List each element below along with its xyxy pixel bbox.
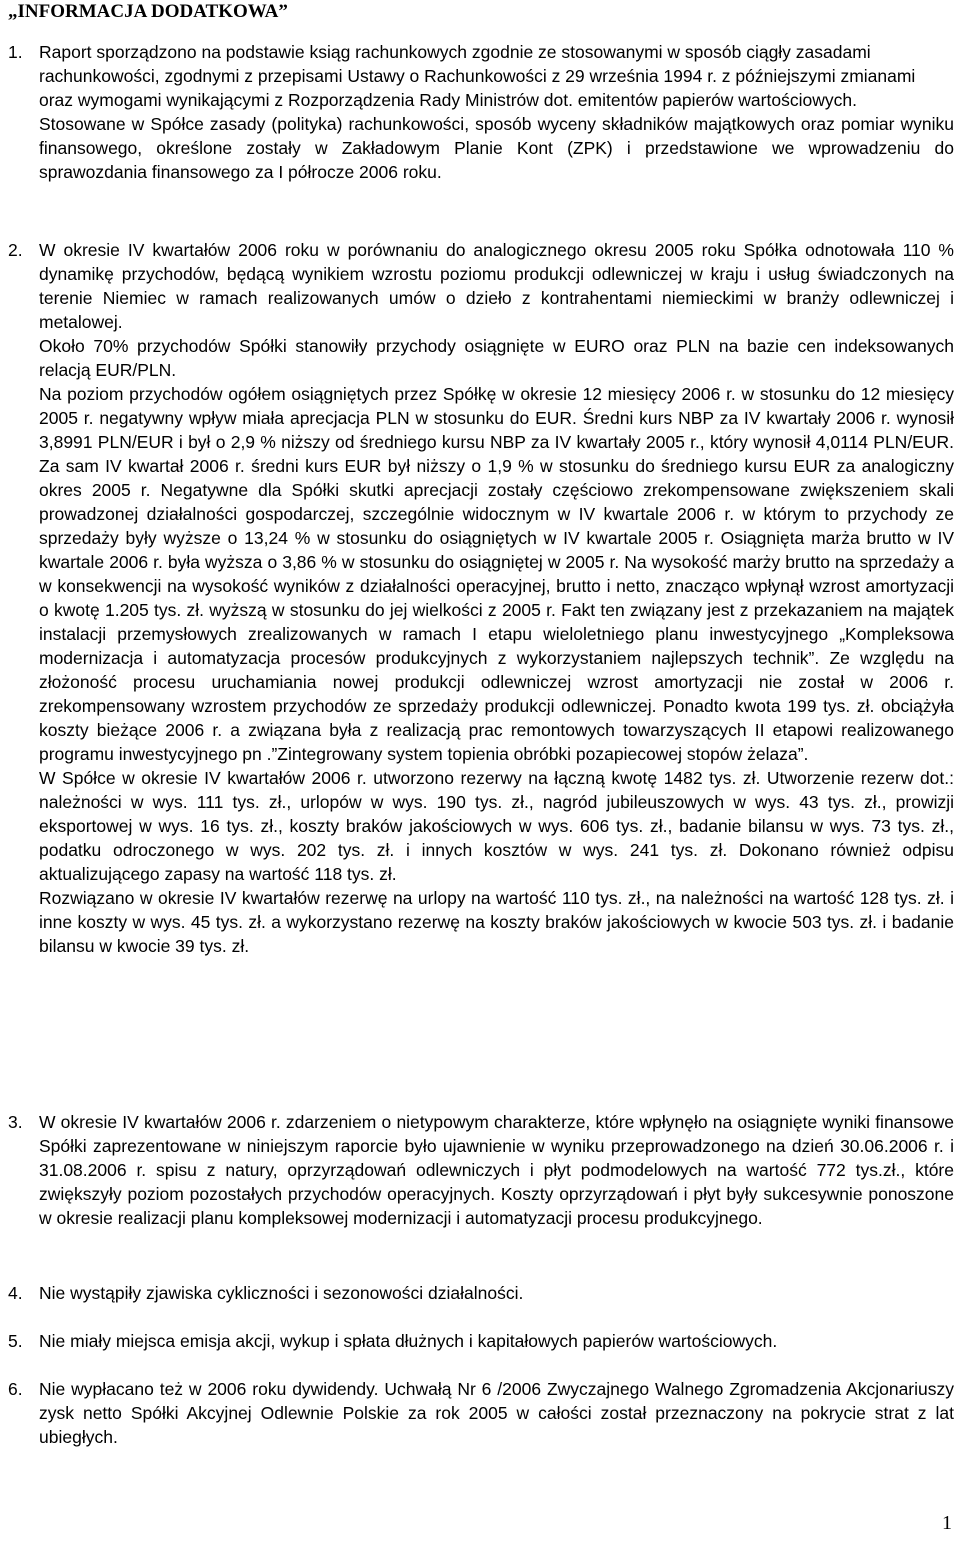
page-number: 1 — [942, 1512, 952, 1534]
list-item-5 — [8, 1329, 954, 1353]
paragraph: W Spółce w okresie IV kwartałów 2006 r. utworzono rezerwy na łączną kwotę 1482 tys. zł. Utworzenie rezerw dot.: należności w wys. 111 tys. zł., urlopów w wys. 190 tys. zł., nagród jubileuszowych w wys. 43 tys. zł., prowizji eksportowej w wys. 16 tys. zł., koszty braków jakościowych w wys. 606 tys. zł., badanie bilansu w wys. 73 tys. zł., podatku odroczonego w wys. 202 tys. zł. i innych kosztów w wys. 241 tys. zł. Dokonano również odpisu aktualizującego zapasy na wartość 118 tys. zł. — [39, 768, 954, 884]
paragraph: Nie miały miejsca emisja akcji, wykup i spłata dłużnych i kapitałowych papierów wartościowych. — [39, 1331, 778, 1351]
paragraph: Na poziom przychodów ogółem osiągniętych przez Spółkę w okresie 12 miesięcy 2006 r. w stosunku do 12 miesięcy 2005 r. negatywny wpływ miała aprecjacja PLN w stosunku do EUR. Średni kurs NBP za IV kwartały 2006 r. wynosił 3,8991 PLN/EUR i był o 2,9 % niższy od średniego kursu NBP za IV kwartały 2005 r., który wynosił 4,0114 PLN/EUR. Za sam IV kwartał 2006 r. średni kurs EUR był niższy o 1,9 % w stosunku do średniego kursu EUR za analogiczny okres 2005 r. Negatywne dla Spółki skutki aprecjacji zostały częściowo zrekompensowane zwiększeniem skali prowadzonej działalności gospodarczej, szczególnie widocznym w IV kwartale 2006 r. w którym to przychody ze sprzedaży były wyższe o 13,24 % w stosunku do osiągniętych w IV kwartale 2005 r. Osiągnięta marża brutto w IV kwartale 2006 r. była wyższa o 3,86 % w stosunku do osiągniętej w 2005 r. Na wysokość marży brutto na sprzedaży a w konsekwencji na wysokość wyników z działalności operacyjnej, brutto i netto, znacząco wpłynął wzrost amortyzacji o kwotę 1.205 tys. zł. wyższą w stosunku do jej wielkości z 2005 r. Fakt ten związany jest z przekazaniem na majątek instalacji przemysłowych zrealizowanych w ramach I etapu wieloletniego planu inwestycyjnego „Kompleksowa modernizacja i automatyzacja procesów produkcyjnych z wykorzystaniem najlepszych technik”. Ze względu na złożoność procesu uruchamiania nowej produkcji odlewniczej wzrost amortyzacji nie został w 2006 r. zrekompensowany wzrostem przychodów ze sprzedaży produkcji odlewniczej. Ponadto kwota 199 tys. zł. obciążyła koszty bieżące 2006 r. a związana była z realizacją prac remontowych towarzyszących II etapowi realizowanego programu inwestycyjnego pn .”Zintegrowany system topienia obróbki pozapiecowej stopów żelaza”. — [39, 384, 954, 764]
item-content — [39, 1377, 954, 1449]
item-number: 1. — [8, 42, 23, 62]
item-content — [39, 40, 954, 184]
paragraph: Nie wypłacano też w 2006 roku dywidendy. Uchwałą Nr 6 /2006 Zwyczajnego Walnego Zgromadzenia Akcjonariuszy zysk netto Spółki Akcyjnej Odlewnie Polskie za rok 2005 w całości został przeznaczony na pokrycie strat z lat ubiegłych. — [39, 1379, 954, 1447]
paragraph: W okresie IV kwartałów 2006 r. zdarzeniem o nietypowym charakterze, które wpłynęło na osiągnięte wyniki finansowe Spółki zaprezentowane w niniejszym raporcie było ujawnienie w wyniku przeprowadzonego na dzień 30.06.2006 r. i 31.08.2006 r. spisu z natury, oprzyrządowań odlewniczych i płyt podmodelowych na wartość 772 tys.zł., które zwiększyły poziom pozostałych przychodów operacyjnych. Koszty oprzyrządowań i płyt były sukcesywnie ponoszone w okresie realizacji planu kompleksowej modernizacji i automatyzacji procesu produkcyjnego. — [39, 1112, 954, 1228]
paragraph: Nie wystąpiły zjawiska cykliczności i sezonowości działalności. — [39, 1283, 524, 1303]
item-number: 5. — [8, 1331, 23, 1351]
document-heading: „INFORMACJA DODATKOWA” — [8, 1, 288, 22]
paragraph: Raport sporządzono na podstawie ksiąg rachunkowych zgodnie ze stosowanymi w sposób ciągły zasadami rachunkowości, zgodnymi z przepisami Ustawy o Rachunkowości z 29 września 1994 r. z późniejszymi zmianami oraz wymogami wynikającymi z Rozporządzenia Rady Ministrów dot. emitentów papierów wartościowych. — [39, 42, 916, 110]
paragraph: Stosowane w Spółce zasady (polityka) rachunkowości, sposób wyceny składników majątkowych oraz pomiar wyniku finansowego, określone zostały w Zakładowym Planie Kont (ZPK) i przedstawione we wprowadzeniu do sprawozdania finansowego za I półrocze 2006 roku. — [39, 114, 954, 182]
paragraph: Rozwiązano w okresie IV kwartałów rezerwę na urlopy na wartość 110 tys. zł., na należności na wartość 128 tys. zł. i inne koszty w wys. 45 tys. zł. a wykorzystano rezerwę na koszty braków jakościowych w kwocie 503 tys. zł. i badanie bilansu w kwocie 39 tys. zł. — [39, 888, 954, 956]
item-number: 6. — [8, 1379, 23, 1399]
item-content — [39, 238, 954, 958]
list-item-4 — [8, 1281, 954, 1305]
item-content — [39, 1281, 954, 1305]
item-content — [39, 1110, 954, 1230]
list-item-6 — [8, 1377, 954, 1449]
list-item-3 — [8, 1110, 954, 1230]
item-number: 4. — [8, 1283, 23, 1303]
item-content — [39, 1329, 954, 1353]
list-item-2 — [8, 238, 954, 958]
paragraph: W okresie IV kwartałów 2006 roku w porównaniu do analogicznego okresu 2005 roku Spółka odnotowała 110 % dynamikę przychodów, będącą wynikiem wzrostu poziomu produkcji odlewniczej w kraju i usług świadczonych na terenie Niemiec w ramach realizowanych umów o dzieło z kontrahentami niemieckimi w branży odlewniczej i metalowej. — [39, 240, 954, 332]
paragraph: Około 70% przychodów Spółki stanowiły przychody osiągnięte w EURO oraz PLN na bazie cen indeksowanych relacją EUR/PLN. — [39, 336, 954, 380]
list-item-1 — [8, 40, 954, 184]
item-number: 2. — [8, 240, 23, 260]
item-number: 3. — [8, 1112, 23, 1132]
